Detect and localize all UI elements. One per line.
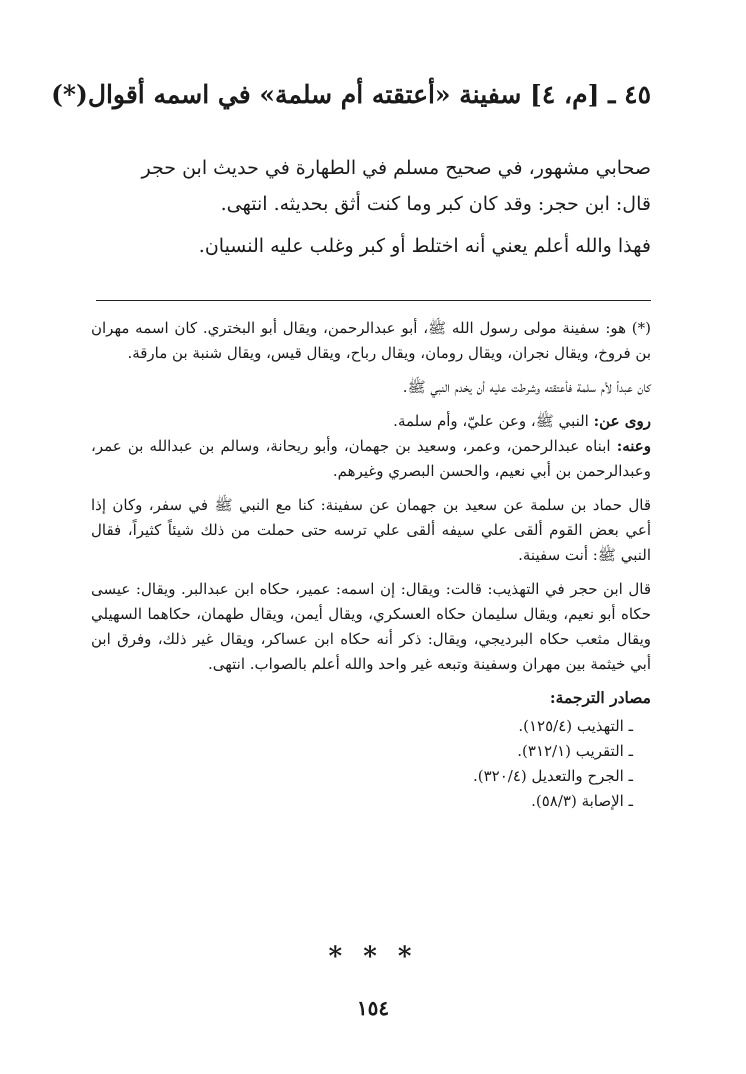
source-item: ـ الجرح والتعديل (٣٢٠/٤). (473, 767, 633, 785)
source-item: ـ التهذيب (١٢٥/٤). (518, 717, 633, 735)
source-item: ـ التقريب (٣١٢/١). (517, 742, 633, 760)
main-paragraph-3: فهذا والله أعلم يعني أنه اختلط أو كبر وغلب عليه النسيان. (198, 235, 651, 257)
footnote-section (91, 316, 651, 814)
footnote-paragraph-2: كان عبداً لأم سلمة فأعتقته وشرطت عليه أن يخدم النبي ﷺ. (402, 378, 651, 396)
entry-heading: ٤٥ ـ [م، ٤] سفينة «أعتقته أم سلمة» في اسمه أقوال(*) (51, 80, 651, 109)
sources-title: مصادر الترجمة: (549, 688, 651, 707)
main-paragraph-1: صحابي مشهور، في صحيح مسلم في الطهارة في حديث ابن حجر (141, 157, 651, 179)
narrated-from-text: النبي ﷺ، وعن عليّ، وأم سلمة. (393, 412, 589, 430)
section-separator: * * * (328, 942, 418, 972)
footnote-paragraph-1: (*) هو: سفينة مولى رسول الله ﷺ، أبو عبدالرحمن، ويقال أبو البختري. كان اسمه مهران بن فروخ، ويقال نجران، ويقال رومان، ويقال رباح، ويقال قيس، ويقال شنبة بن مارقة. (91, 319, 651, 362)
footnote-paragraph-6: قال ابن حجر في التهذيب: قالت: ويقال: إن اسمه: عمير، حكاه ابن عبدالبر. ويقال: عيسى حكاه أبو نعيم، ويقال سليمان حكاه العسكري، ويقال أيمن، ويقال طهمان، حكاهما السهيلي ويقال مثعب حكاه البرديجي، ويقال: ذكر أنه حكاه ابن عساكر، ويقال غير ذلك، وفرق ابن أبي خيثمة بين مهران وسفينة وتبعه غير واحد والله أعلم بالصواب. انتهى. (91, 580, 651, 673)
narrated-from-label: روى عن: (593, 412, 651, 430)
main-text (91, 150, 651, 264)
narrators-label: وعنه: (616, 437, 651, 455)
page-number: ١٥٤ (356, 996, 390, 1020)
footnote-paragraph-5: قال حماد بن سلمة عن سعيد بن جهمان عن سفينة: كنا مع النبي ﷺ في سفر، وكان إذا أعي بعض القوم ألقى علي سيفه ألقى علي ترسه حتى حملت من ذلك شيئاً كثيراً، فقال النبي ﷺ: أنت سفينة. (91, 496, 651, 564)
sources-list (91, 714, 651, 814)
narrators-text: ابناه عبدالرحمن، وعمر، وسعيد بن جهمان، وأبو ريحانة، وسالم بن عبدالله بن عمر، وعبدالرحمن بن أبي نعيم، والحسن البصري وغيرهم. (91, 437, 651, 480)
footnote-paragraph-3 (91, 409, 651, 434)
footnote-divider (96, 300, 651, 301)
source-item: ـ الإصابة (٥٨/٣). (531, 792, 633, 810)
main-paragraph-2: قال: ابن حجر: وقد كان كبر وما كنت أثق بحديثه. انتهى. (220, 193, 651, 215)
footnote-paragraph-4 (91, 434, 651, 484)
